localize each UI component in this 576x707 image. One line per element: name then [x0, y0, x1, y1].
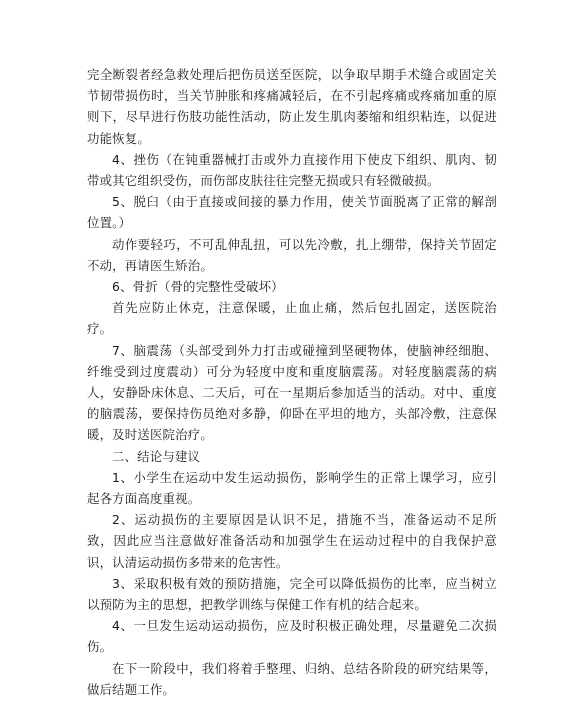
section-heading: 二、结论与建议: [112, 448, 201, 464]
paragraph-3: 5、脱臼（由于直接或间接的暴力作用，使关节面脱离了正常的解剖位置。）: [87, 194, 497, 231]
paragraph-6: 首先应防止休克，注意保暖，止血止痛，然后包扎固定，送医院治疗。: [87, 300, 497, 337]
paragraph-12: 4、一旦发生运动运动损伤，应及时积极正确处理，尽量避免二次损伤。: [87, 618, 497, 655]
paragraph-1: 完全断裂者经急救处理后把伤员送至医院，以争取早期手术缝合或固定关节韧带损伤时，当关节肿胀和疼痛减轻后，在不引起疼痛或疼痛加重的原则下，尽早进行伤肢功能性活动，防止发生肌肉萎缩和组织粘连，以促进功能恢复。: [87, 67, 497, 146]
paragraph-11: 3、采取积极有效的预防措施，完全可以降低损伤的比率，应当树立以预防为主的思想，把教学训练与保健工作有机的结合起来。: [87, 575, 497, 613]
paragraph-7: 7、脑震荡（头部受到外力打击或碰撞到坚硬物体，使脑神经细胞、纤维受到过度震动）可分为轻度中度和重度脑震荡。对轻度脑震荡的病人，安静卧床休息、二天后，可在一星期后参加适当的活动。对中、重度的脑震荡，要保持伤员绝对多静，仰卧在平坦的地方，头部冷敷，注意保暖，及时送医院治疗。: [87, 342, 497, 443]
paragraph-10: 2、运动损伤的主要原因是认识不足，措施不当，准备运动不足所致，因此应当注意做好准备活动和加强学生在运动过程中的自我保护意识，认清运动损伤多带来的危害性。: [87, 512, 497, 570]
paragraph-4: 动作要轻巧，不可乱伸乱扭，可以先冷敷，扎上绷带，保持关节固定不动，再请医生矫治。: [87, 236, 497, 273]
paragraph-5: 6、骨折（骨的完整性受破坏）: [112, 279, 284, 295]
paragraph-9: 1、小学生在运动中发生运动损伤，影响学生的正常上课学习，应引起各方面高度重视。: [87, 469, 497, 507]
paragraph-13: 在下一阶段中，我们将着手整理、归纳、总结各阶段的研究结果等，做后结题工作。: [87, 660, 497, 697]
document-page: [87, 64, 497, 700]
paragraph-2: 4、挫伤（在钝重器械打击或外力直接作用下使皮下组织、肌肉、韧带或其它组织受伤，而伤部皮肤往往完整无损或只有轻微破损。: [87, 151, 497, 189]
